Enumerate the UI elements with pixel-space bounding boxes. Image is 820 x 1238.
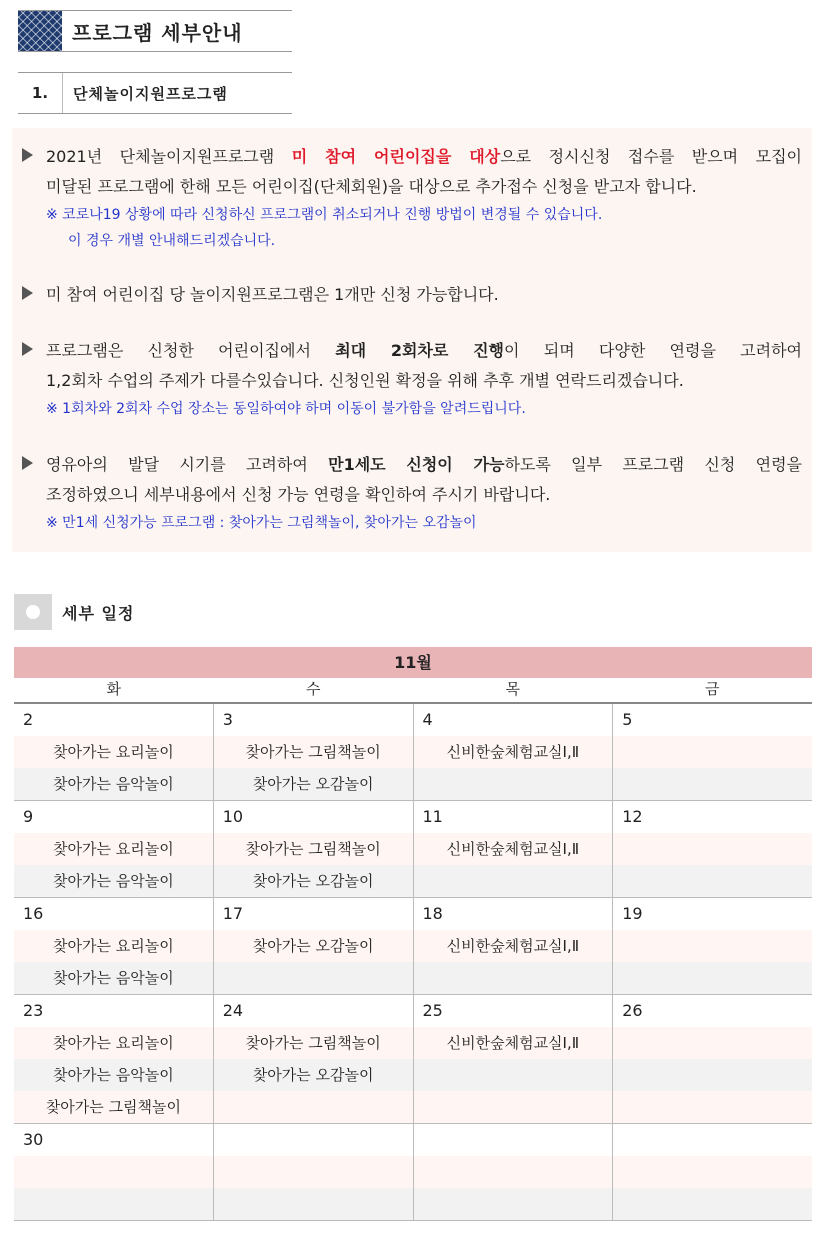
text: 2021년 단체놀이지원프로그램 <box>46 147 292 166</box>
calendar-date: 25 <box>414 995 613 1027</box>
calendar-day-cell <box>613 898 812 994</box>
calendar-date: 19 <box>613 898 812 930</box>
calendar-day-cell <box>414 801 614 897</box>
program-slot: 찾아가는 음악놀이 <box>14 768 213 800</box>
calendar-day-cell <box>14 898 214 994</box>
calendar-week <box>14 898 812 995</box>
info-item-4-line2: 조정하였으니 세부내용에서 신청 가능 연령을 확인하여 주시기 바랍니다. <box>46 485 551 504</box>
calendar-date: 24 <box>214 995 413 1027</box>
bullet-triangle-icon <box>22 148 33 162</box>
text: 으로 정시신청 접수를 받으며 모집이 <box>500 147 802 166</box>
bullet-triangle-icon <box>22 342 33 356</box>
highlight-text: 미 참여 어린이집을 대상 <box>291 147 501 166</box>
program-slot <box>613 930 812 962</box>
program-slot <box>214 962 413 994</box>
program-slot: 찾아가는 음악놀이 <box>14 865 213 897</box>
calendar-date: 16 <box>14 898 213 930</box>
schedule-header <box>14 594 134 630</box>
calendar-day-cell <box>613 1124 812 1220</box>
calendar-date <box>214 1124 413 1156</box>
bullet-triangle-icon <box>22 456 33 470</box>
calendar-day-cell <box>414 898 614 994</box>
calendar-date: 10 <box>214 801 413 833</box>
info-item-1 <box>22 142 802 254</box>
calendar-date: 11 <box>414 801 613 833</box>
program-slot: 찾아가는 음악놀이 <box>14 1059 213 1091</box>
calendar-day-cell <box>613 704 812 800</box>
program-slot <box>613 768 812 800</box>
section-title: 단체놀이지원프로그램 <box>73 84 228 103</box>
title-pattern-decoration <box>18 11 62 51</box>
info-item-4-note1: ※ 만1세 신청가능 프로그램 : 찾아가는 그림책놀이, 찾아가는 오감놀이 <box>46 515 477 531</box>
calendar-day-cell <box>14 1124 214 1220</box>
program-slot: 찾아가는 요리놀이 <box>14 736 213 768</box>
program-slot: 찾아가는 음악놀이 <box>14 962 213 994</box>
text: 프로그램은 신청한 어린이집에서 <box>46 341 336 360</box>
calendar-day-cell <box>14 704 214 800</box>
program-slot: 찾아가는 그림책놀이 <box>214 736 413 768</box>
info-item-3-line2: 1,2회차 수업의 주제가 다를수있습니다. 신청인원 확정을 위해 추후 개별 연락드리겠습니다. <box>46 371 684 390</box>
weekday-label: 금 <box>705 680 720 698</box>
program-slot <box>214 1156 413 1188</box>
calendar-week <box>14 995 812 1124</box>
program-slot: 찾아가는 오감놀이 <box>214 930 413 962</box>
program-slot <box>613 1156 812 1188</box>
bold-text: 만1세도 신청이 가능 <box>328 455 505 474</box>
bullet-triangle-icon <box>22 286 33 300</box>
calendar-date: 17 <box>214 898 413 930</box>
calendar-day-cell <box>613 995 812 1123</box>
text: 이 되며 다양한 연령을 고려하여 <box>504 341 802 360</box>
info-item-1-note1: ※ 코로나19 상황에 따라 신청하신 프로그램이 취소되거나 진행 방법이 변경될 수 있습니다. <box>46 207 603 223</box>
calendar-week <box>14 1124 812 1221</box>
calendar-day-cell <box>14 801 214 897</box>
info-item-1-line1 <box>46 142 802 172</box>
calendar-date: 4 <box>414 704 613 736</box>
info-item-2 <box>22 280 802 310</box>
program-slot <box>613 1027 812 1059</box>
calendar-day-cell <box>14 995 214 1123</box>
program-slot: 찾아가는 그림책놀이 <box>214 1027 413 1059</box>
weekday-label: 목 <box>505 680 520 698</box>
program-slot <box>613 962 812 994</box>
program-slot: 찾아가는 오감놀이 <box>214 865 413 897</box>
calendar-date: 2 <box>14 704 213 736</box>
program-slot <box>613 833 812 865</box>
weekday-label: 화 <box>106 680 121 698</box>
program-slot: 찾아가는 그림책놀이 <box>214 833 413 865</box>
calendar-date: 5 <box>613 704 812 736</box>
calendar-date: 12 <box>613 801 812 833</box>
calendar-date <box>613 1124 812 1156</box>
circle-icon <box>14 594 52 630</box>
program-slot <box>613 736 812 768</box>
program-slot <box>14 1188 213 1220</box>
calendar-date: 9 <box>14 801 213 833</box>
calendar-day-cell <box>214 1124 414 1220</box>
info-box <box>12 128 812 552</box>
program-slot <box>214 1188 413 1220</box>
calendar-week <box>14 801 812 898</box>
program-slot <box>414 1091 613 1123</box>
program-slot: 찾아가는 그림책놀이 <box>14 1091 213 1123</box>
program-slot: 신비한숲체험교실Ⅰ,Ⅱ <box>414 1027 613 1059</box>
calendar-day-cell <box>214 704 414 800</box>
info-item-3 <box>22 336 802 422</box>
info-item-3-note1: ※ 1회차와 2회차 수업 장소는 동일하여야 하며 이동이 불가함을 알려드립니다. <box>46 401 526 417</box>
calendar-date: 26 <box>613 995 812 1027</box>
program-slot <box>414 1156 613 1188</box>
calendar-day-cell <box>414 1124 614 1220</box>
program-slot <box>414 768 613 800</box>
info-item-4-line1 <box>46 450 802 480</box>
weekday-label: 수 <box>306 680 321 698</box>
calendar-weekdays <box>14 678 812 704</box>
info-item-1-line2: 미달된 프로그램에 한해 모든 어린이집(단체회원)을 대상으로 추가접수 신청을 받고자 합니다. <box>46 177 697 196</box>
page-title-bar <box>18 10 292 52</box>
calendar-day-cell <box>613 801 812 897</box>
info-item-1-note2: 이 경우 개별 안내해드리겠습니다. <box>68 233 276 249</box>
program-slot: 신비한숲체험교실Ⅰ,Ⅱ <box>414 736 613 768</box>
calendar-date: 23 <box>14 995 213 1027</box>
text: 하도록 일부 프로그램 신청 연령을 <box>504 455 803 474</box>
program-slot <box>414 865 613 897</box>
calendar-day-cell <box>414 995 614 1123</box>
program-slot: 찾아가는 오감놀이 <box>214 768 413 800</box>
info-item-3-line1 <box>46 336 802 366</box>
program-slot <box>613 865 812 897</box>
program-slot <box>613 1091 812 1123</box>
calendar-date: 18 <box>414 898 613 930</box>
program-slot <box>613 1059 812 1091</box>
section-header <box>18 72 292 114</box>
calendar-day-cell <box>214 801 414 897</box>
calendar-week <box>14 704 812 801</box>
calendar-month: 11월 <box>14 647 812 678</box>
calendar-body <box>14 704 812 1221</box>
section-number: 1. <box>18 73 63 113</box>
bold-text: 최대 2회차로 진행 <box>335 341 505 360</box>
info-item-4 <box>22 450 802 536</box>
calendar-day-cell <box>214 898 414 994</box>
calendar <box>14 647 812 1221</box>
calendar-day-cell <box>214 995 414 1123</box>
program-slot <box>414 962 613 994</box>
calendar-date: 3 <box>214 704 413 736</box>
program-slot <box>414 1059 613 1091</box>
program-slot <box>214 1091 413 1123</box>
program-slot: 찾아가는 요리놀이 <box>14 930 213 962</box>
page-title: 프로그램 세부안내 <box>72 20 243 45</box>
calendar-date: 30 <box>14 1124 213 1156</box>
program-slot <box>14 1156 213 1188</box>
calendar-day-cell <box>414 704 614 800</box>
program-slot: 신비한숲체험교실Ⅰ,Ⅱ <box>414 833 613 865</box>
text: 영유아의 발달 시기를 고려하여 <box>46 455 329 474</box>
calendar-date <box>414 1124 613 1156</box>
info-item-2-line1: 미 참여 어린이집 당 놀이지원프로그램은 1개만 신청 가능합니다. <box>46 285 499 304</box>
program-slot <box>414 1188 613 1220</box>
program-slot: 찾아가는 오감놀이 <box>214 1059 413 1091</box>
program-slot: 신비한숲체험교실Ⅰ,Ⅱ <box>414 930 613 962</box>
program-slot: 찾아가는 요리놀이 <box>14 1027 213 1059</box>
program-slot <box>613 1188 812 1220</box>
schedule-title: 세부 일정 <box>62 603 135 623</box>
program-slot: 찾아가는 요리놀이 <box>14 833 213 865</box>
